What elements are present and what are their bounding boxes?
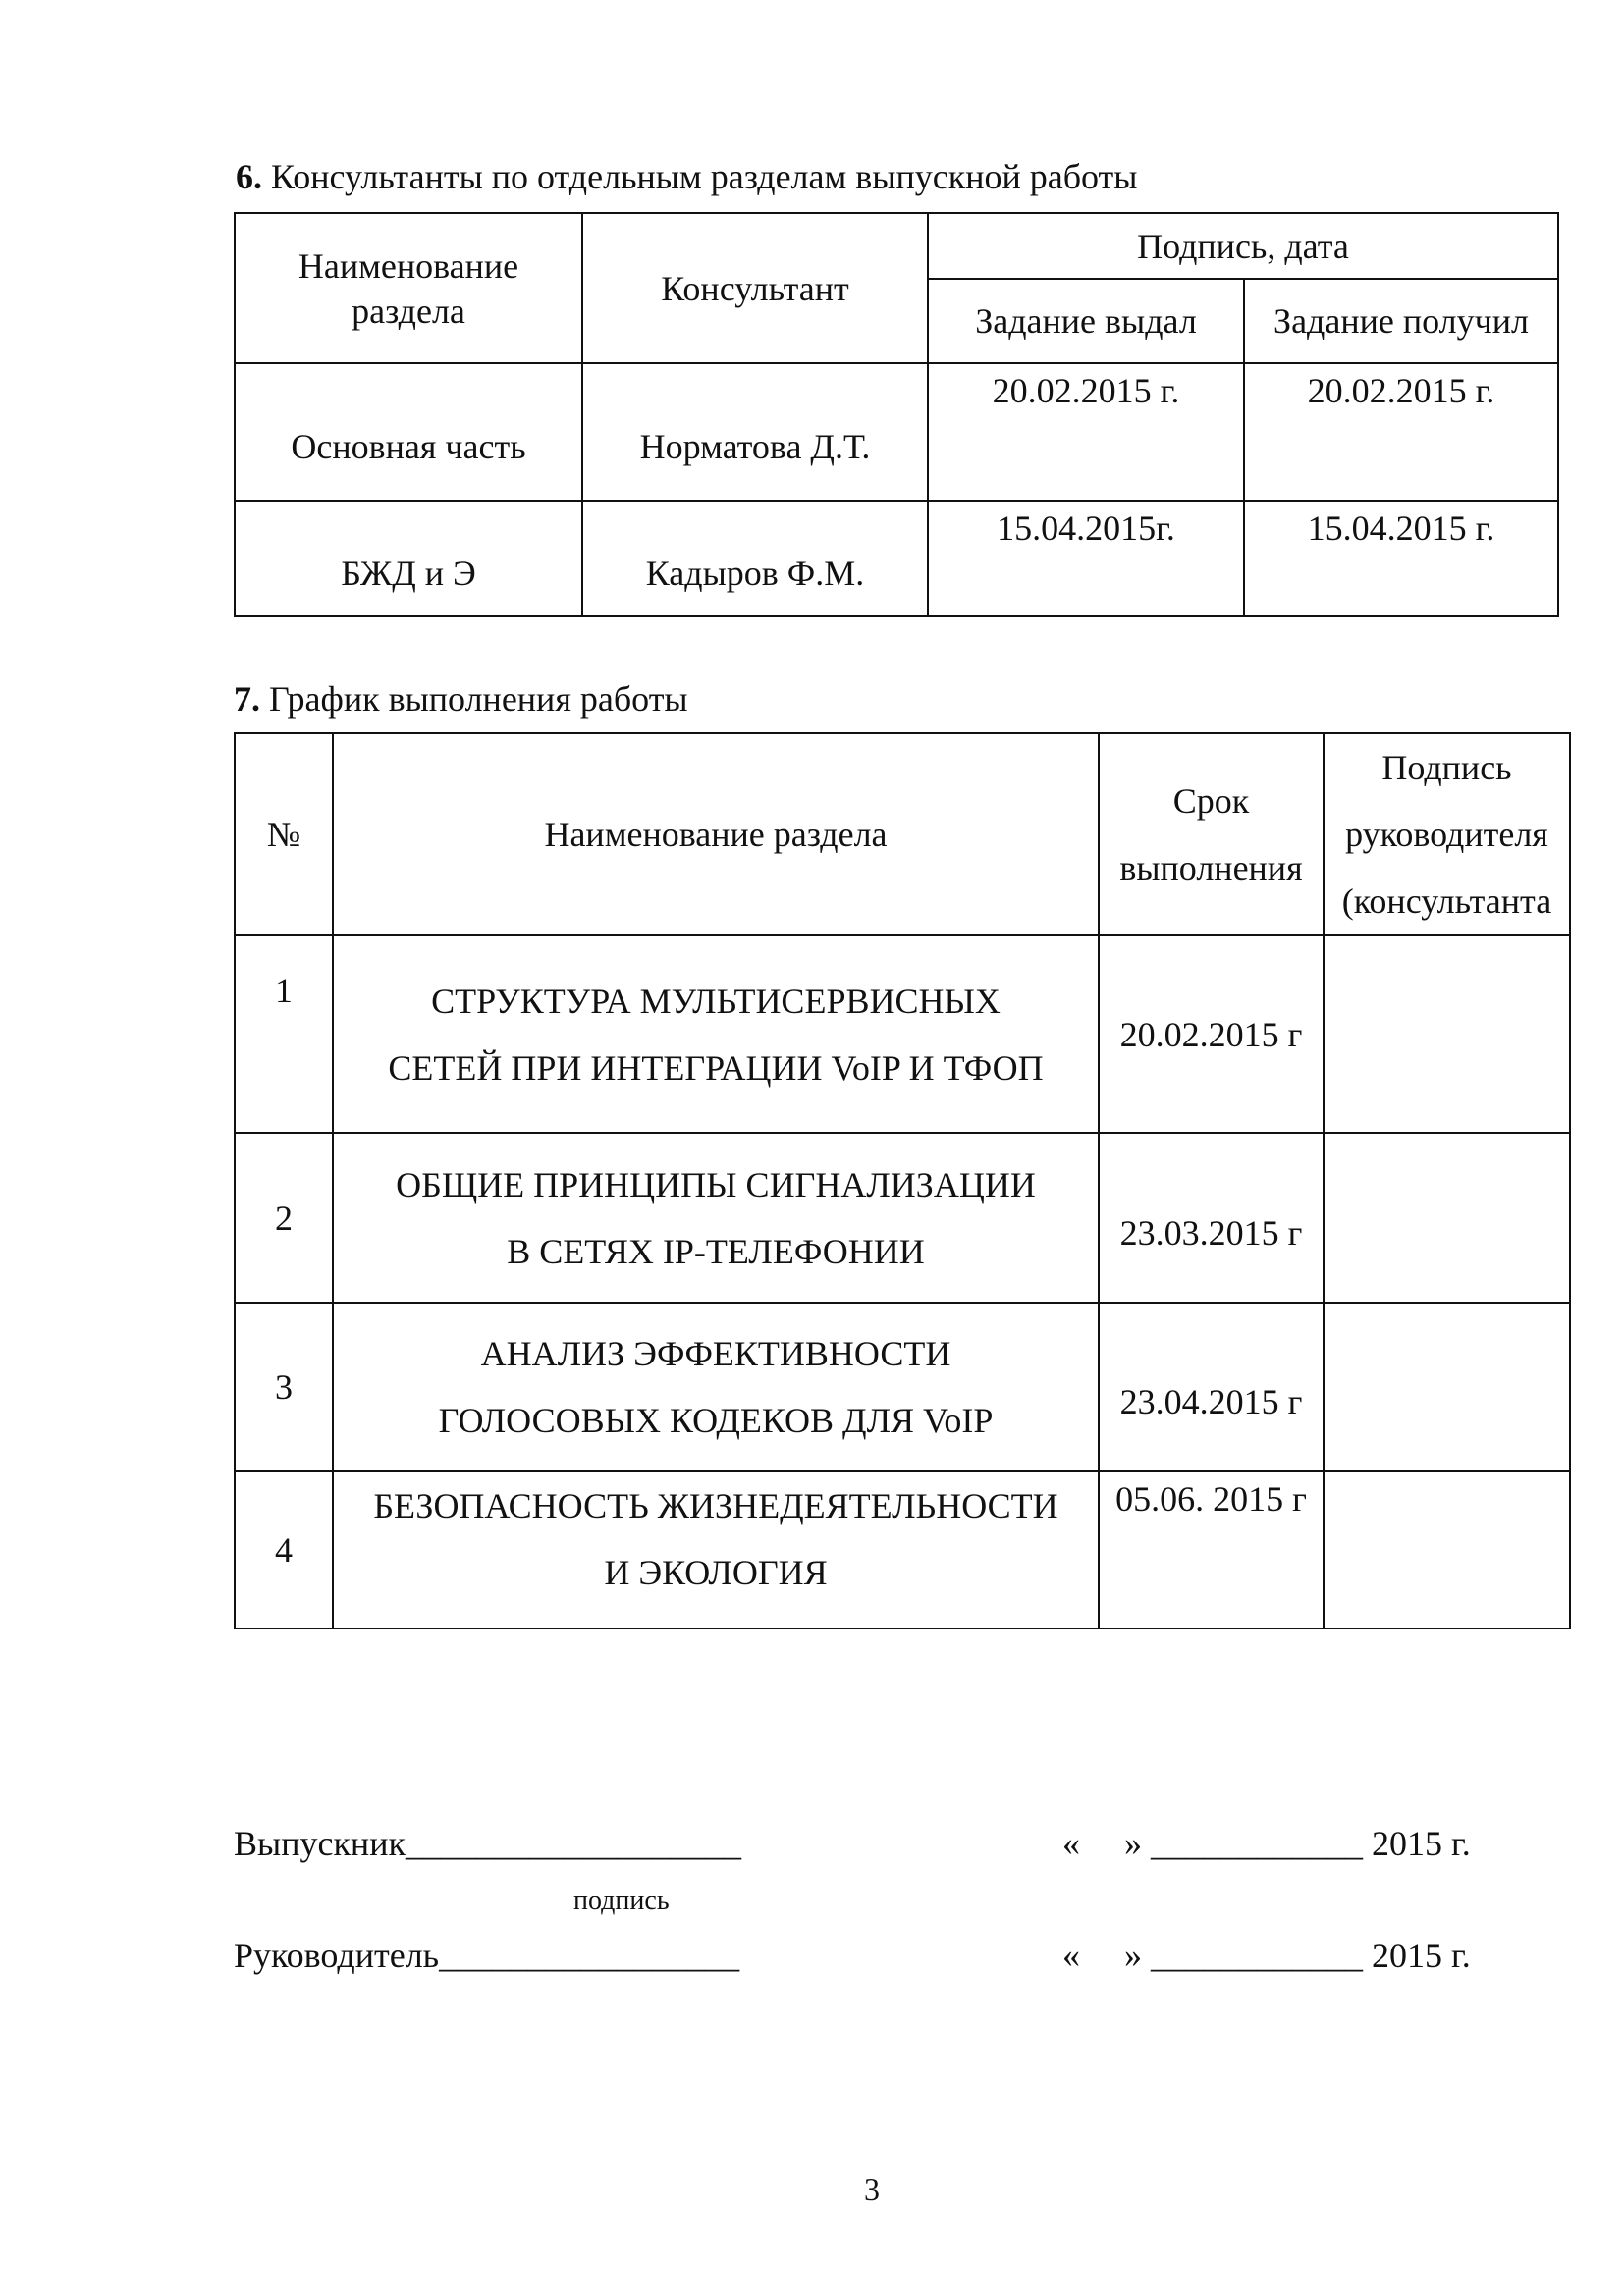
row-signature [1324, 1303, 1570, 1471]
table-header-row [235, 213, 1558, 279]
row-number: 4 [235, 1471, 333, 1629]
header-consultant: Консультант [582, 213, 928, 363]
supervisor-date-line: « » ____________ 2015 г. [1062, 1936, 1471, 1975]
section7-heading [234, 677, 688, 721]
page-number: 3 [864, 2171, 880, 2207]
header-signature-line: Подпись [1381, 748, 1512, 787]
row-deadline: 23.03.2015 г [1099, 1133, 1324, 1303]
row-section-name [333, 935, 1099, 1133]
row-number: 2 [235, 1133, 333, 1303]
row-received-date: 20.02.2015 г. [1244, 363, 1558, 501]
table-row [235, 1471, 1570, 1629]
schedule-table [234, 732, 1571, 1629]
header-section-name [235, 213, 582, 363]
row-consultant: Норматова Д.Т. [582, 363, 928, 501]
header-task-issued: Задание выдал [928, 279, 1244, 363]
row-section-name-line: АНАЛИЗ ЭФФЕКТИВНОСТИ [480, 1334, 951, 1373]
row-section-name-line: ГОЛОСОВЫХ КОДЕКОВ ДЛЯ VoIP [438, 1401, 994, 1440]
header-signature-line: (консультанта [1341, 881, 1552, 921]
row-issued-date: 15.04.2015г. [928, 501, 1244, 616]
row-section-name-line: ОБЩИЕ ПРИНЦИПЫ СИГНАЛИЗАЦИИ [396, 1164, 1036, 1204]
row-section-name [333, 1133, 1099, 1303]
header-deadline-line: выполнения [1119, 848, 1303, 887]
table-row [235, 363, 1558, 501]
header-signature [1324, 733, 1570, 935]
section6-title: Консультанты по отдельным разделам выпускной работы [271, 157, 1138, 196]
table-row [235, 1303, 1570, 1471]
table-row [235, 1133, 1570, 1303]
row-section-name [333, 1303, 1099, 1471]
row-section: Основная часть [235, 363, 582, 501]
section7-title: График выполнения работы [269, 679, 688, 719]
header-number: № [235, 733, 333, 935]
row-section-name-line: БЕЗОПАСНОСТЬ ЖИЗНЕДЕЯТЕЛЬНОСТИ [373, 1486, 1058, 1525]
row-issued-date: 20.02.2015 г. [928, 363, 1244, 501]
header-deadline-line: Срок [1172, 781, 1250, 821]
row-signature [1324, 1133, 1570, 1303]
graduate-date-line: « » ____________ 2015 г. [1062, 1824, 1471, 1863]
row-number: 3 [235, 1303, 333, 1471]
table-header-row [235, 733, 1570, 935]
section6-number: 6. [236, 157, 262, 196]
row-consultant: Кадыров Ф.М. [582, 501, 928, 616]
row-section-name-line: СЕТЕЙ ПРИ ИНТЕГРАЦИИ VoIP И ТФОП [388, 1047, 1044, 1088]
graduate-signature-line: Выпускник___________________ [234, 1824, 741, 1863]
section6-heading [236, 155, 1137, 198]
row-number: 1 [235, 935, 333, 1133]
table-row [235, 501, 1558, 616]
row-section-name-line: СТРУКТУРА МУЛЬТИСЕРВИСНЫХ [431, 981, 1001, 1021]
row-deadline: 05.06. 2015 г [1099, 1471, 1324, 1629]
row-section: БЖД и Э [235, 501, 582, 616]
header-task-received: Задание получил [1244, 279, 1558, 363]
row-section-name [333, 1471, 1099, 1629]
header-section-name-line: раздела [352, 291, 465, 331]
row-deadline: 23.04.2015 г [1099, 1303, 1324, 1471]
header-deadline [1099, 733, 1324, 935]
row-signature [1324, 1471, 1570, 1629]
header-section-name: Наименование раздела [333, 733, 1099, 935]
row-deadline: 20.02.2015 г [1099, 935, 1324, 1133]
supervisor-signature-line: Руководитель_________________ [234, 1936, 740, 1975]
signature-caption: подпись [573, 1886, 670, 1916]
section7-number: 7. [234, 679, 260, 719]
row-received-date: 15.04.2015 г. [1244, 501, 1558, 616]
consultants-table [234, 212, 1559, 617]
row-section-name-line: В СЕТЯХ IP-ТЕЛЕФОНИИ [507, 1231, 925, 1271]
header-section-name-line: Наименование [298, 245, 519, 286]
header-signature-line: руководителя [1345, 815, 1548, 854]
row-section-name-line: И ЭКОЛОГИЯ [604, 1553, 828, 1592]
row-signature [1324, 935, 1570, 1133]
table-row [235, 935, 1570, 1133]
header-signature-date: Подпись, дата [928, 213, 1558, 279]
